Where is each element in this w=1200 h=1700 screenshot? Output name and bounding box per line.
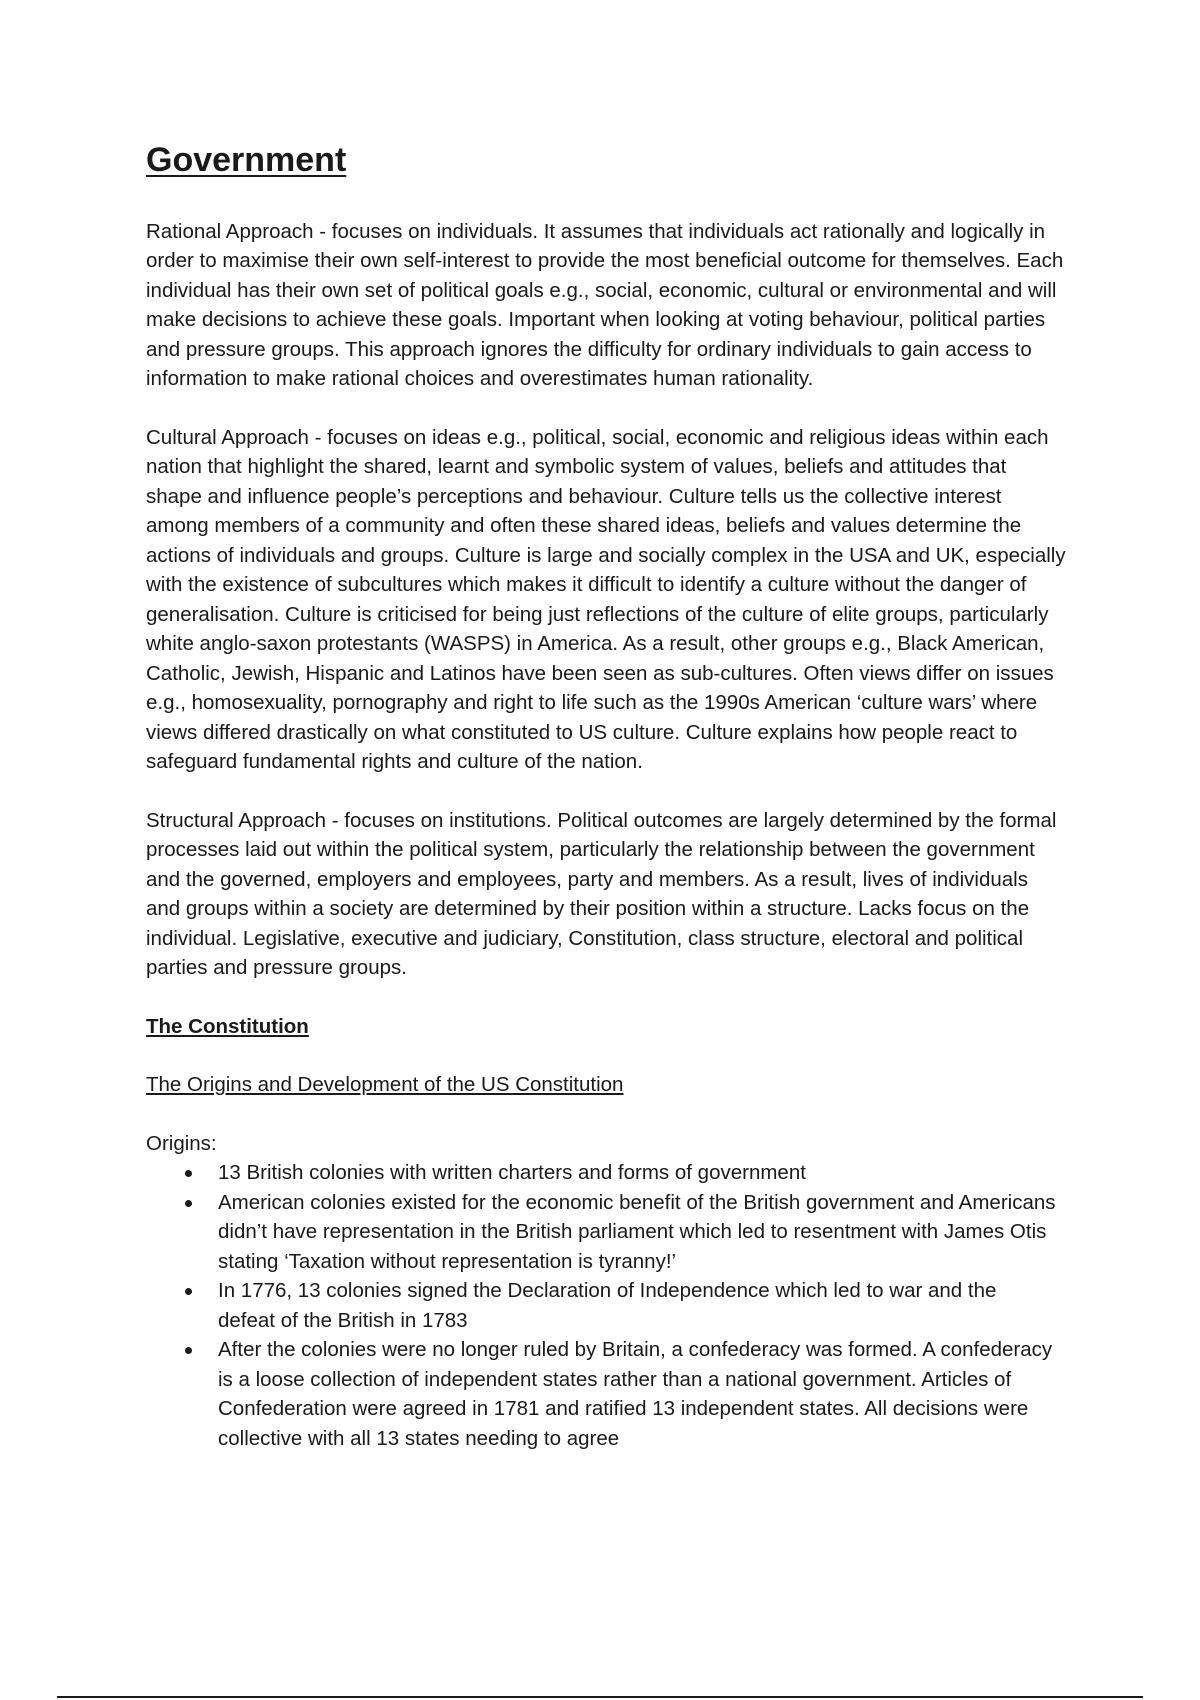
list-item-text: In 1776, 13 colonies signed the Declaration of Independence which led to war and the defeat of the British in 1783: [218, 1279, 997, 1332]
bullet-icon: [185, 1170, 192, 1177]
list-item-text: After the colonies were no longer ruled by Britain, a confederacy was formed. A confederacy is a loose collection of independent states rather than a national government. Articles of Confederation were agreed in 1781 and ratified 13 independent states. All decisions were collective with all 13 states needing to agree: [218, 1338, 1053, 1450]
sub-heading-origins-development: The Origins and Development of the US Constitution: [146, 1073, 624, 1097]
bullet-icon: [185, 1288, 192, 1295]
footer-divider: [57, 1696, 1143, 1698]
list-item: [218, 1188, 1066, 1277]
paragraph-rational-approach: Rational Approach - focuses on individuals. It assumes that individuals act rationally and logically in order to maximise their own self-interest to provide the most beneficial outcome for themselves. Each individual has their own set of political goals e.g., social, economic, cultural or environmental and will make decisions to achieve these goals. Important when looking at voting behaviour, political parties and pressure groups. This approach ignores the difficulty for ordinary individuals to gain access to information to make rational choices and overestimates human rationality.: [146, 219, 1064, 391]
list-item-text: American colonies existed for the economic benefit of the British government and Americans didn’t have representation in the British parliament which led to resentment with James Otis stating ‘Taxation without representation is tyranny!’: [218, 1190, 1056, 1273]
origins-label: Origins:: [146, 1131, 217, 1155]
list-item: [218, 1158, 1066, 1188]
paragraph-structural-approach: Structural Approach - focuses on institutions. Political outcomes are largely determined by the formal processes laid out within the political system, particularly the relationship between the government and the governed, employers and employees, party and members. As a result, lives of individuals and groups within a society are determined by their position within a structure. Lacks focus on the individual. Legislative, executive and judiciary, Constitution, class structure, electoral and political parties and pressure groups.: [146, 808, 1057, 980]
document-page: [146, 140, 1066, 1453]
list-item: [218, 1276, 1066, 1335]
origins-bullet-list: [146, 1158, 1066, 1453]
section-heading-constitution: The Constitution: [146, 1014, 309, 1038]
bullet-icon: [185, 1200, 192, 1207]
document-title: Government: [146, 141, 347, 179]
bullet-icon: [185, 1347, 192, 1354]
paragraph-cultural-approach: Cultural Approach - focuses on ideas e.g., political, social, economic and religious ideas within each nation that highlight the shared, learnt and symbolic system of values, beliefs and attitudes that shape and influence people’s perceptions and behaviour. Culture tells us the collective interest among members of a community and often these shared ideas, beliefs and values determine the actions of individuals and groups. Culture is large and socially complex in the USA and UK, especially with the existence of subcultures which makes it difficult to identify a culture without the danger of generalisation. Culture is criticised for being just reflections of the culture of elite groups, particularly white anglo-saxon protestants (WASPS) in America. As a result, other groups e.g., Black American, Catholic, Jewish, Hispanic and Latinos have been seen as sub-cultures. Often views differ on issues e.g., homosexuality, pornography and right to life such as the 1990s American ‘culture wars’ where views differed drastically on what constituted to US culture. Culture explains how people react to safeguard fundamental rights and culture of the nation.: [146, 425, 1066, 774]
list-item-text: 13 British colonies with written charters and forms of government: [218, 1161, 806, 1185]
list-item: [218, 1335, 1066, 1453]
